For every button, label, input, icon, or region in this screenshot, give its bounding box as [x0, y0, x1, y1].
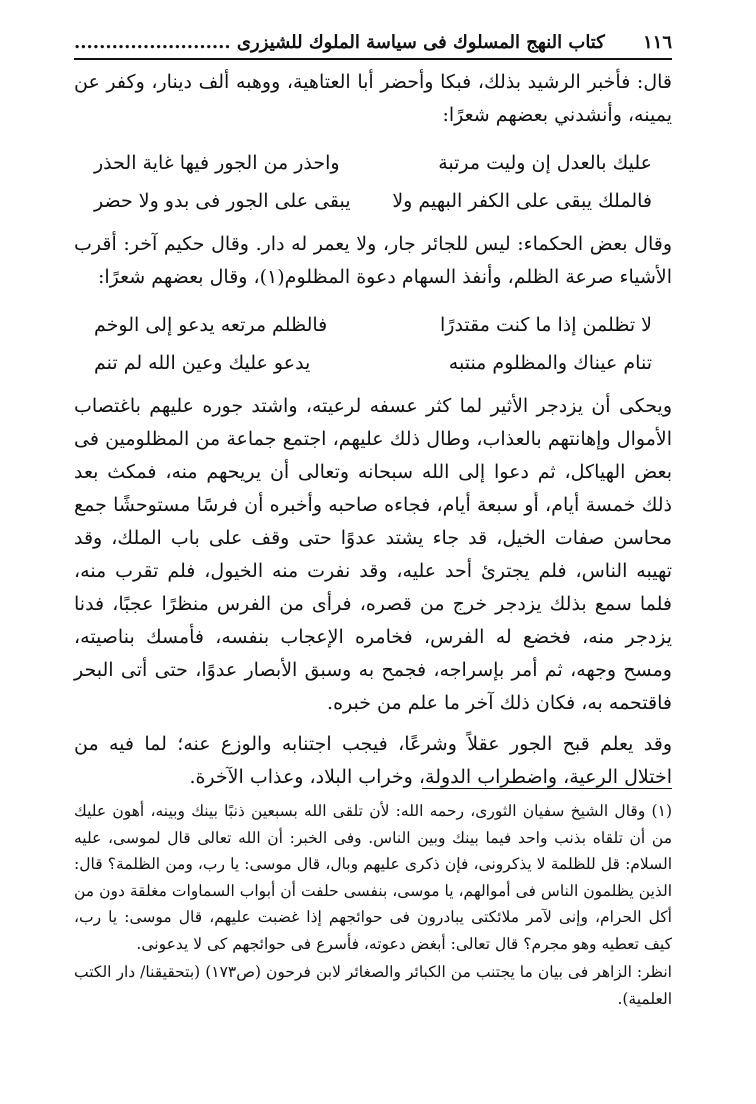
- page-number: ١١٦: [642, 32, 672, 53]
- footnote-separator: [422, 788, 672, 789]
- paragraph-3: ويحكى أن يزدجر الأثير لما كثر عسفه لرعيته، واشتد جوره عليهم باغتصاب الأموال وإهانتهم بالعذاب، وطال ذلك عليهم، اجتمع جماعة من المظلومين فى بعض الهياكل، ثم دعوا إلى الله سبحانه وتعالى أن يريحهم منه، فمكث بعد ذلك خمسة أيام، أو سبعة أيام، فجاءه صاحبه وأخبره أن فرسًا مستوحشًا جمع محاسن صفات الخيل، قد جاء يشتد عدوًا حتى وقف على باب الملك، وقد تهيبه الناس، فلم يجترئ أحد عليه، وقد نفرت منه الخيول، فلم تقرب منه، فلما سمع بذلك يزدجر خرج من قصره، فرأى من الفرس منظرًا عجبًا، فدنا يزدجر منه، فخضع له الفرس، فخامره الإعجاب بنفسه، فأمسك بناصيته، ومسح وجهه، ثم أمر بإسراجه، فجمح به وسبق الأبصار عدوًا، حتى أتى البحر فاقتحمه به، فكان ذلك آخر ما علم من خبره.: [74, 395, 672, 714]
- verse-second-hemistich: واحذر من الجور فيها غاية الحذر: [94, 152, 340, 174]
- verse-first-hemistich: تنام عيناك والمظلوم منتبه: [448, 352, 652, 374]
- running-header: [74, 32, 672, 60]
- footnote-source: انظر: الزاهر فى بيان ما يجتنب من الكبائر والصغائر لابن فرحون (ص١٧٣) (بتحقيقنا/ دار الكتب العلمية).: [74, 963, 672, 1008]
- poem-line: [94, 144, 652, 182]
- paragraph-1: قال: فأخبر الرشيد بذلك، فبكا وأحضر أبا العتاهية، ووهبه ألف دينار، وكفر عن يمينه، وأنشدني بعضهم شعرًا:: [74, 71, 672, 126]
- verse-second-hemistich: فالظلم مرتعه يدعو إلى الوخم: [94, 314, 328, 336]
- poem-line: [94, 182, 652, 220]
- book-title: كتاب النهج المسلوك فى سياسة الملوك للشيزرى .........................: [74, 32, 605, 53]
- verse-first-hemistich: فالملك يبقى على الكفر البهيم ولا: [392, 190, 652, 212]
- paragraph-4: وقد يعلم قبح الجور عقلاً وشرعًا، فيجب اجتنابه والوزع عنه؛ لما فيه من اختلال الرعية، واضطراب الدولة، وخراب البلاد، وعذاب الآخرة.: [74, 733, 672, 788]
- verse-first-hemistich: لا تظلمن إذا ما كنت مقتدرًا: [439, 314, 652, 336]
- poem-2: [94, 306, 652, 382]
- paragraph-2: وقال بعض الحكماء: ليس للجائر جار، ولا يعمر له دار. وقال حكيم آخر: أقرب الأشياء صرعة الظلم، وأنفذ السهام دعوة المظلوم(١)، وقال بعضهم شعرًا:: [74, 233, 672, 288]
- verse-second-hemistich: يبقى على الجور فى بدو ولا حضر: [94, 190, 351, 212]
- poem-line: [94, 306, 652, 344]
- footnote-1: (١) وقال الشيخ سفيان الثورى، رحمه الله: لأن تلقى الله بسبعين ذنبًا بينك وبينه، أهون عليك من أن تلقاه بذنب واحد فيما بينك وبين الناس. وفى الخبر: أن الله تعالى قال لموسى، عليه السلام: قل للظلمة لا يذكرونى، فإن ذكرى عليهم وبال، قال موسى: يا رب، ومن الظلمة؟ قال: الذين يظلمون الناس فى أموالهم، يا موسى، بنفسى حلفت أن أبواب السماوات مغلقة دون من أكل الحرام، وإنى لآمر ملائكتى يبادرون فى حوائجهم إذا غضبت عليهم، قال موسى: يا رب، كيف تعطيه وهو مجرم؟ قال تعالى: أبغض دعوته، فأسرع فى حوائجهم كى لا يدعونى.: [74, 802, 672, 953]
- verse-first-hemistich: عليك بالعدل إن وليت مرتبة: [438, 152, 652, 174]
- footnotes: [74, 798, 672, 1012]
- poem-line: [94, 344, 652, 382]
- poem-1: [94, 144, 652, 220]
- verse-second-hemistich: يدعو عليك وعين الله لم تنم: [94, 352, 311, 374]
- book-page: [74, 32, 672, 1082]
